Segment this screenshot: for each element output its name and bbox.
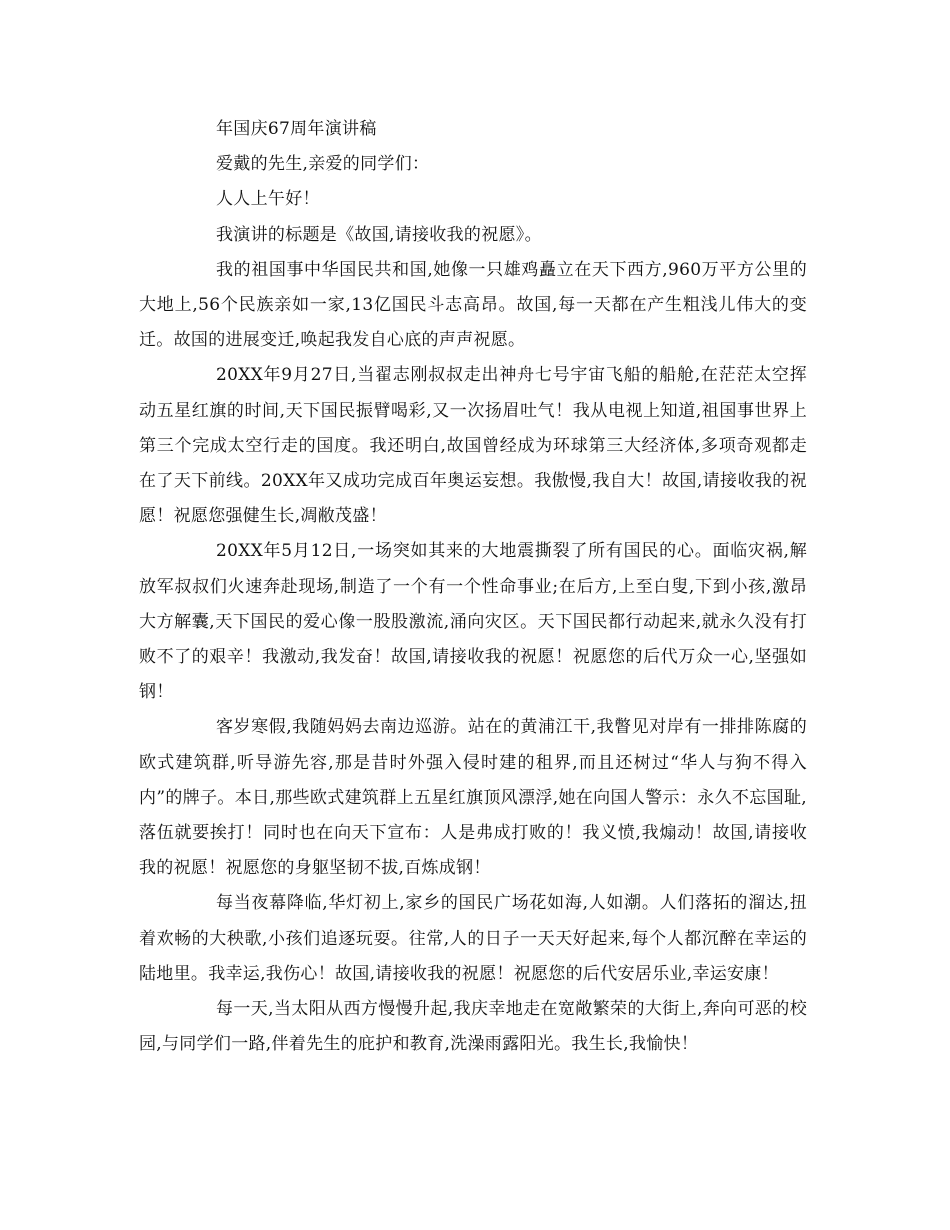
body-paragraph: 客岁寒假,我随妈妈去南边巡游。站在的黄浦江干,我瞥见对岸有一排排陈腐的欧式建筑群,听导游先容,那是昔时外强入侵时建的租界,而且还树过“华人与狗不得入内”的牌子。本日,那些欧式建筑群上五星红旗顶风漂浮,她在向国人警示：永久不忘国耻,落伍就要挨打！同时也在向天下宣布：人是弗成打败的！我义愤,我煽动！故国,请接收我的祝愿！祝愿您的身躯坚韧不拔,百炼成钢！ (139, 717, 807, 879)
greeting: 人人上午好！ (216, 189, 320, 210)
body-paragraph: 20XX年9月27日,当翟志刚叔叔走出神舟七号宇宙飞船的船舱,在茫茫太空挥动五星红旗的时间,天下国民振臂喝彩,又一次扬眉吐气！我从电视上知道,祖国事世界上第三个完成太空行走的国度。我还明白,故国曾经成为环球第三大经济体,多项奇观都走在了天下前线。20XX年又成功完成百年奥运妄想。我傲慢,我自大！故国,请接收我的祝愿！祝愿您强健生长,凋敝茂盛！ (139, 365, 807, 527)
body-paragraph: 我的祖国事中华国民共和国,她像一只雄鸡矗立在天下西方,960万平方公里的大地上,56个民族亲如一家,13亿国民斗志高昂。故国,每一天都在产生粗浅儿伟大的变迁。故国的进展变迁,唤起我发自心底的声声祝愿。 (139, 259, 807, 351)
salutation: 爱戴的先生,亲爱的同学们： (216, 154, 430, 175)
document-page (139, 112, 807, 1062)
speech-topic: 我演讲的标题是《故国,请接收我的祝愿》。 (216, 224, 542, 245)
body-paragraph: 每当夜幕降临,华灯初上,家乡的国民广场花如海,人如潮。人们落拓的溜达,扭着欢畅的大秧歌,小孩们追逐玩耍。往常,人的日子一天天好起来,每个人都沉醉在幸运的陆地里。我幸运,我伤心！故国,请接收我的祝愿！祝愿您的后代安居乐业,幸运安康！ (139, 893, 807, 984)
document-title: 年国庆67周年演讲稿 (216, 119, 377, 139)
body-paragraph: 每一天,当太阳从西方慢慢升起,我庆幸地走在宽敞繁荣的大街上,奔向可恶的校园,与同学们一路,伴着先生的庇护和教育,洗澡雨露阳光。我生长,我愉快！ (139, 999, 807, 1055)
body-paragraph: 20XX年5月12日,一场突如其来的大地震撕裂了所有国民的心。面临灾祸,解放军叔叔们火速奔赴现场,制造了一个有一个性命事业;在后方,上至白叟,下到小孩,激昂大方解囊,天下国民的爱心像一股股激流,涌向灾区。天下国民都行动起来,就永久没有打败不了的艰辛！我激动,我发奋！故国,请接收我的祝愿！祝愿您的后代万众一心,坚强如钢！ (139, 541, 808, 703)
